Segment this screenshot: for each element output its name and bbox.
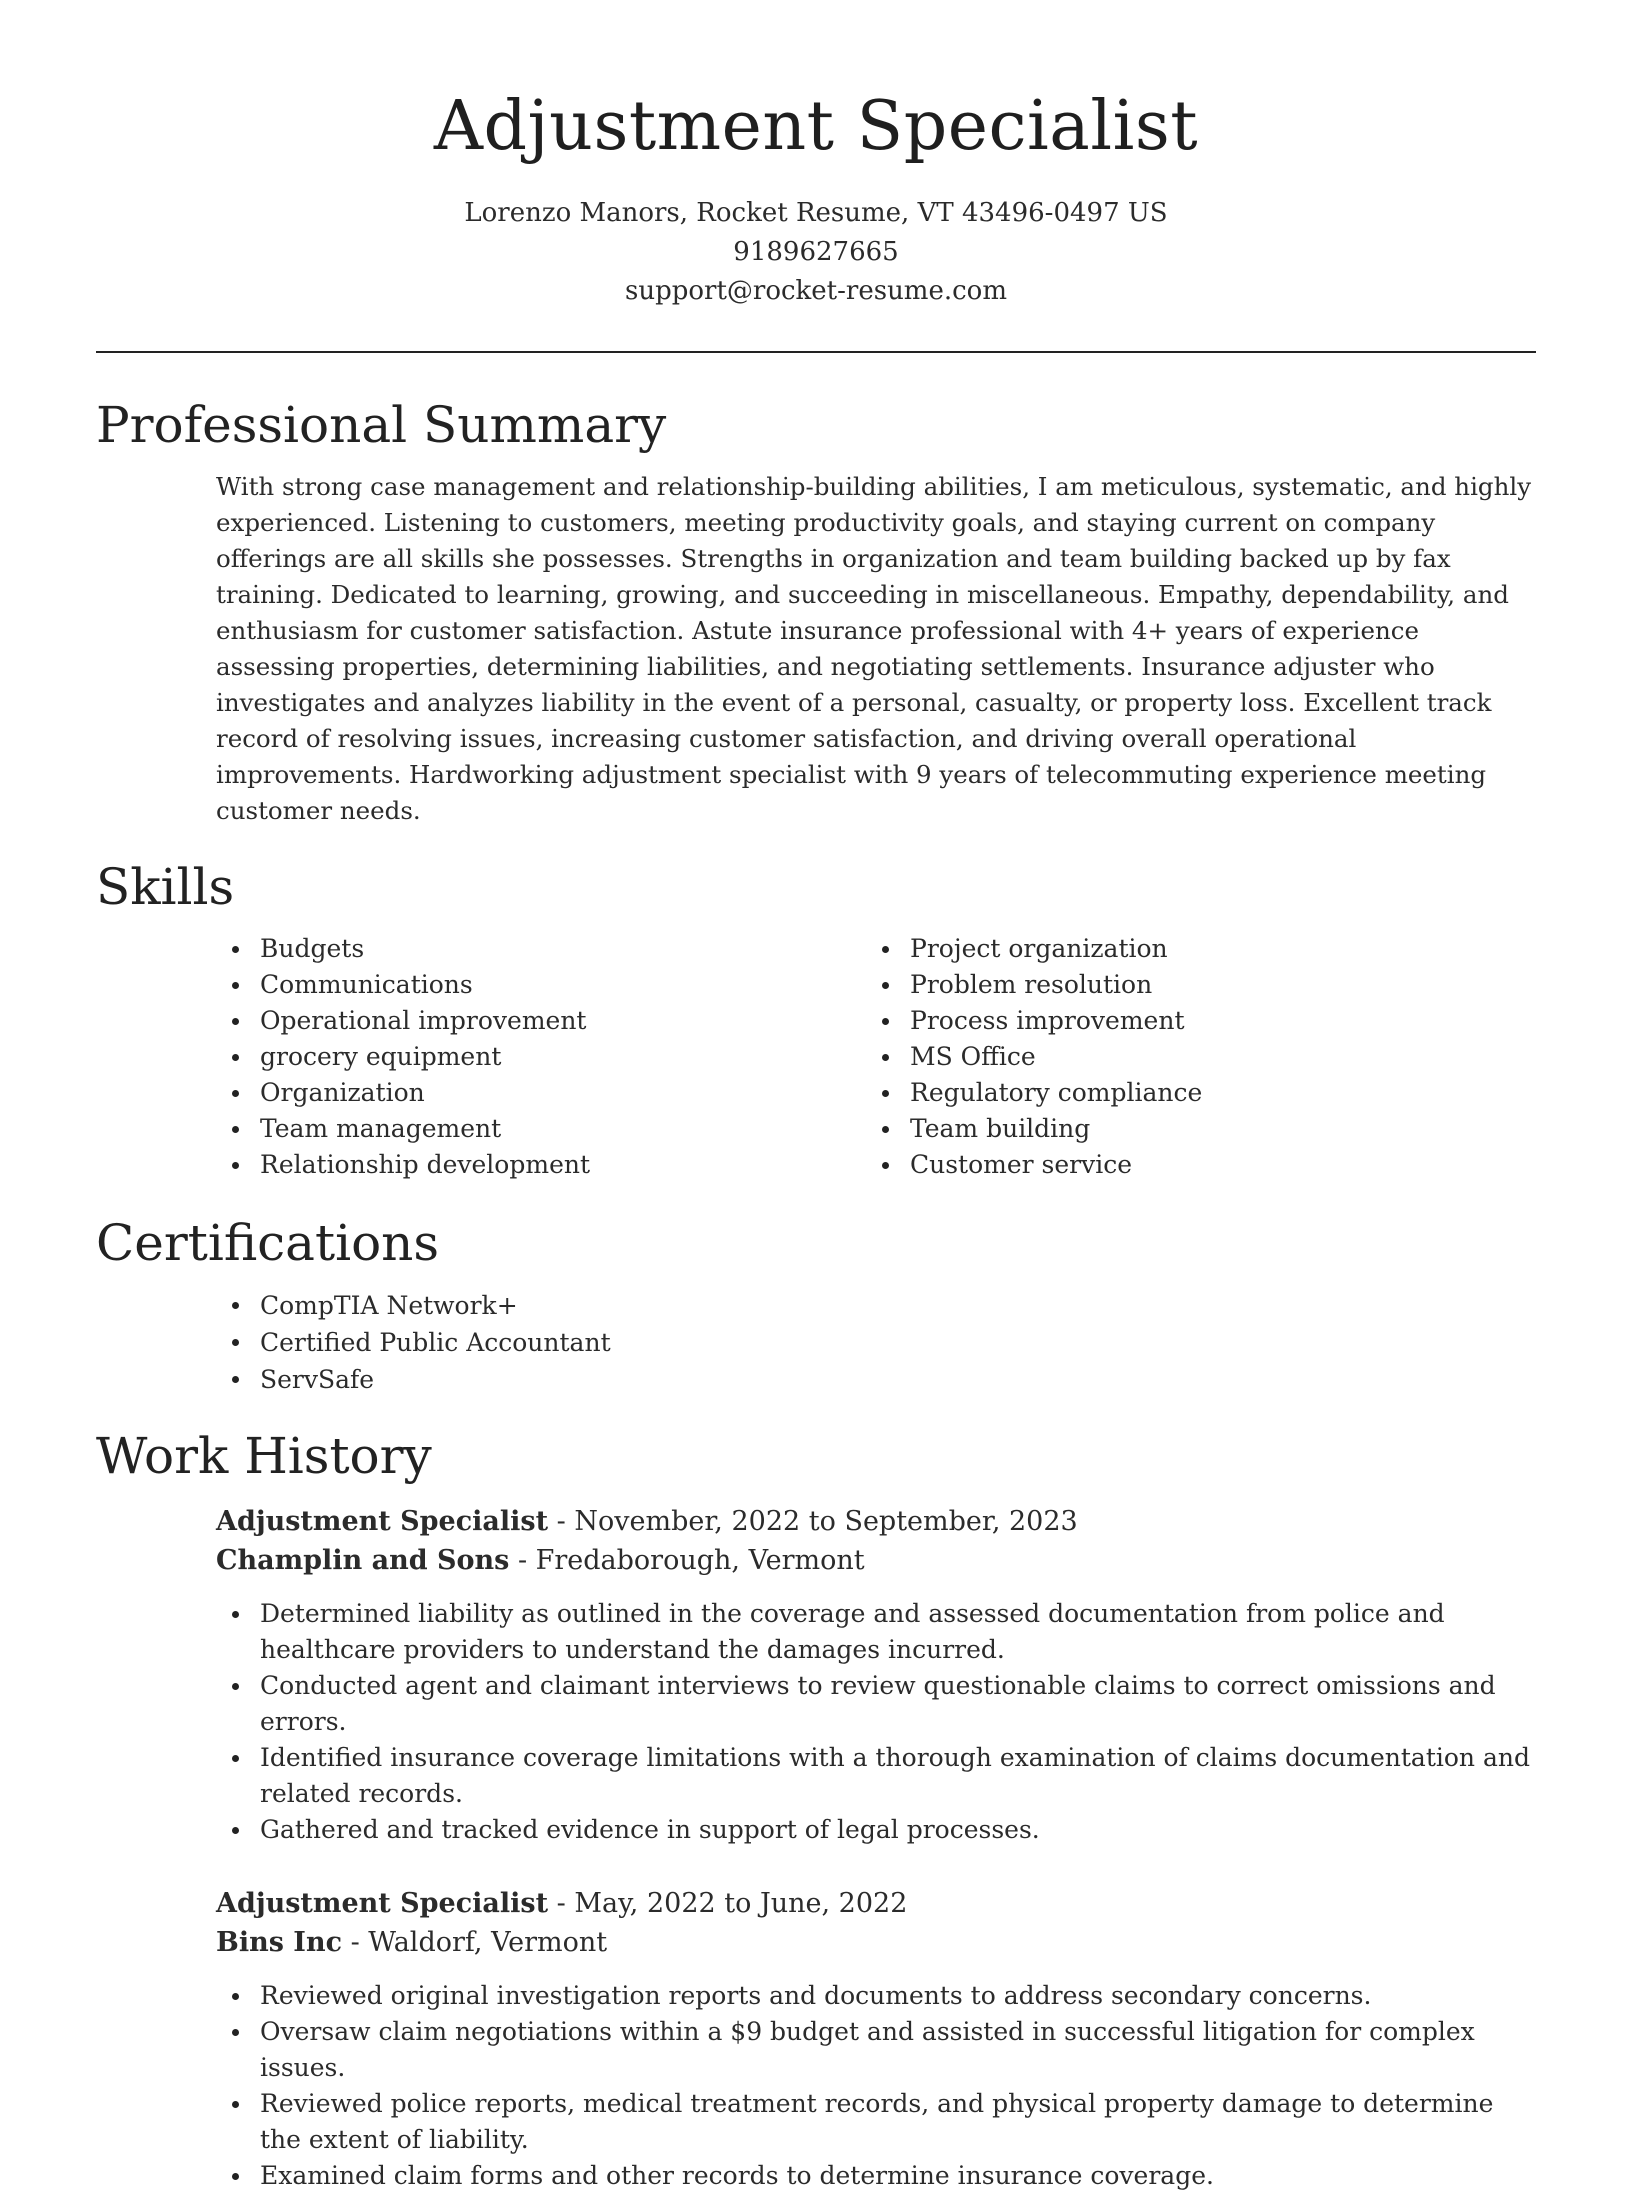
job-company-line [216, 1541, 1536, 1580]
work-history-section [96, 1426, 1536, 2194]
job-title-line [216, 1884, 1536, 1923]
skill-item: Team management [216, 1111, 866, 1147]
job-company: Bins Inc [216, 1927, 343, 1958]
job-bullet: Oversaw claim negotiations within a $9 budget and assisted in successful litigation for complex issues. [216, 2014, 1536, 2086]
skills-left-column [216, 931, 866, 1183]
contact-address: Lorenzo Manors, Rocket Resume, VT 43496-0497 US [464, 198, 1168, 228]
job-bullet: Conducted agent and claimant interviews to review questionable claims to correct omissions and errors. [216, 1668, 1536, 1740]
resume-header [96, 0, 1536, 311]
job-bullets [216, 1978, 1536, 2194]
skills-right-column [866, 931, 1516, 1183]
certifications-heading: Certifications [96, 1214, 440, 1272]
skills-columns [216, 931, 1536, 1183]
job-title: Adjustment Specialist [216, 1506, 549, 1537]
contact-block [96, 194, 1536, 311]
skill-item: Team building [866, 1111, 1516, 1147]
summary-heading: Professional Summary [96, 396, 667, 454]
skill-item: Project organization [866, 931, 1516, 967]
job-company-line [216, 1923, 1536, 1962]
skill-item: Budgets [216, 931, 866, 967]
certification-item: ServSafe [216, 1361, 1536, 1398]
skill-item: Communications [216, 967, 866, 1003]
contact-phone: 9189627665 [733, 237, 899, 267]
skill-item: Operational improvement [216, 1003, 866, 1039]
job-company: Champlin and Sons [216, 1545, 510, 1576]
certification-item: CompTIA Network+ [216, 1287, 1536, 1324]
resume-title: Adjustment Specialist [433, 87, 1199, 166]
skill-item: Relationship development [216, 1147, 866, 1183]
skill-item: Problem resolution [866, 967, 1516, 1003]
summary-section [96, 395, 1536, 829]
job-entry [216, 1502, 1536, 1848]
job-dates: - May, 2022 to June, 2022 [548, 1888, 908, 1919]
certification-item: Certified Public Accountant [216, 1324, 1536, 1361]
job-title: Adjustment Specialist [216, 1888, 549, 1919]
job-bullet: Reviewed original investigation reports and documents to address secondary concerns. [216, 1978, 1536, 2014]
job-bullets [216, 1596, 1536, 1848]
job-location: - Waldorf, Vermont [342, 1927, 608, 1958]
job-bullet: Identified insurance coverage limitations with a thorough examination of claims documentation and related records. [216, 1740, 1536, 1812]
skills-heading: Skills [96, 858, 235, 916]
contact-email: support@rocket-resume.com [624, 276, 1007, 306]
skills-section [96, 857, 1536, 1183]
certifications-list [216, 1287, 1536, 1398]
skill-item: Customer service [866, 1147, 1516, 1183]
skill-item: grocery equipment [216, 1039, 866, 1075]
job-dates: - November, 2022 to September, 2023 [548, 1506, 1078, 1537]
job-bullet: Determined liability as outlined in the coverage and assessed documentation from police and healthcare providers to understand the damages incurred. [216, 1596, 1536, 1668]
work-history-heading: Work History [96, 1427, 432, 1485]
job-bullet: Gathered and tracked evidence in support of legal processes. [216, 1812, 1536, 1848]
job-header [216, 1884, 1536, 1962]
certifications-section [96, 1213, 1536, 1398]
job-entry [216, 1884, 1536, 2194]
skill-item: Regulatory compliance [866, 1075, 1516, 1111]
header-divider [96, 351, 1536, 353]
skill-item: MS Office [866, 1039, 1516, 1075]
summary-text: With strong case management and relationship-building abilities, I am meticulous, systematic, and highly experienced. Listening to customers, meeting productivity goals, and staying current on company offerings are all skills she possesses. Strengths in organization and team building backed up by fax training. Dedicated to learning, growing, and succeeding in miscellaneous. Empathy, dependability, and enthusiasm for customer satisfaction. Astute insurance professional with 4+ years of experience assessing properties, determining liabilities, and negotiating settlements. Insurance adjuster who investigates and analyzes liability in the event of a personal, casualty, or property loss. Excellent track record of resolving issues, increasing customer satisfaction, and driving overall operational improvements. Hardworking adjustment specialist with 9 years of telecommuting experience meeting customer needs. [216, 472, 1532, 825]
skill-item: Process improvement [866, 1003, 1516, 1039]
job-title-line [216, 1502, 1536, 1541]
job-location: - Fredaborough, Vermont [509, 1545, 865, 1576]
skill-item: Organization [216, 1075, 866, 1111]
job-bullet: Examined claim forms and other records to determine insurance coverage. [216, 2158, 1536, 2194]
job-bullet: Reviewed police reports, medical treatment records, and physical property damage to determine the extent of liability. [216, 2086, 1536, 2158]
job-header [216, 1502, 1536, 1580]
